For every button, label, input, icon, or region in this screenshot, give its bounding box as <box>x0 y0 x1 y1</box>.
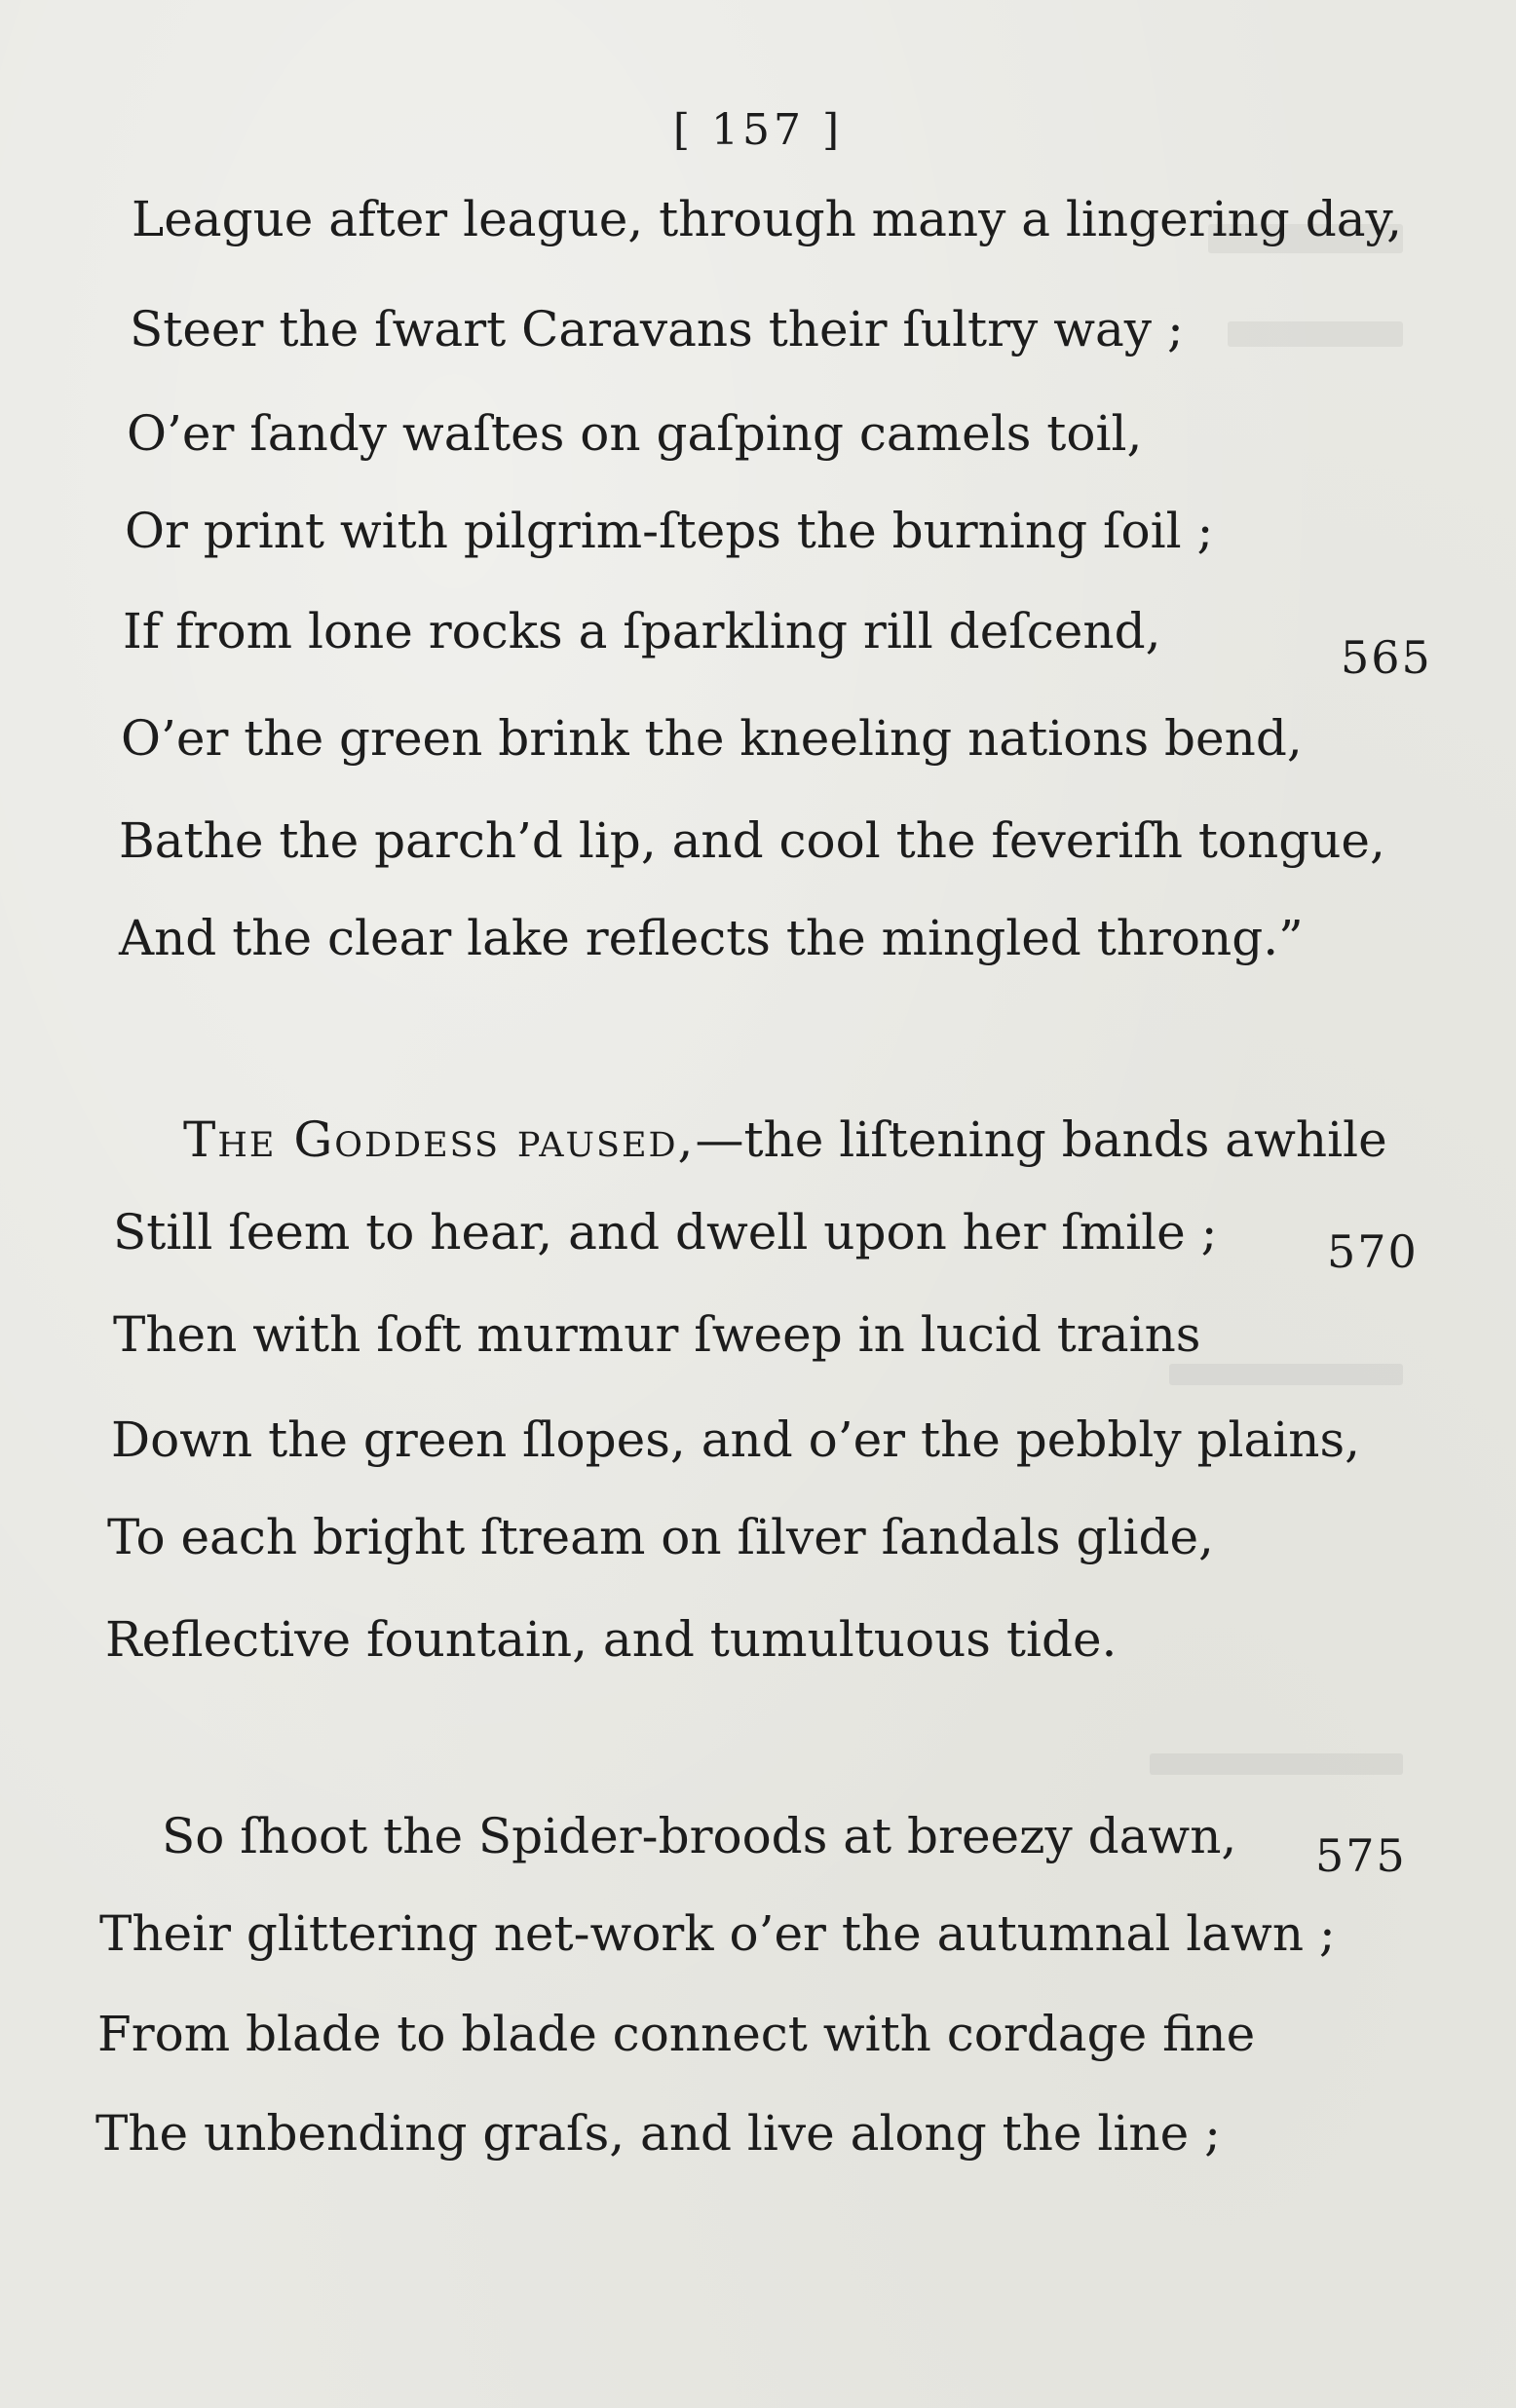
line-number: 570 <box>1327 1225 1419 1278</box>
verse-line: Or print with pilgrim-ſteps the burning ſoil ; <box>125 503 1214 559</box>
bleed-through-shadow <box>1169 1364 1403 1385</box>
verse-line: And the clear lake reflects the mingled throng.” <box>119 910 1304 966</box>
verse-line: To each bright ſtream on ſilver ſandals glide, <box>107 1509 1214 1565</box>
verse-line-rest: —the liſtening bands awhile <box>695 1111 1387 1168</box>
verse-line <box>183 1111 1387 1168</box>
verse-line: Bathe the parch’d lip, and cool the feveriſh tongue, <box>119 812 1385 869</box>
verse-line: Then with ſoft murmur ſweep in lucid trains <box>113 1306 1201 1363</box>
verse-line: O’er the green brink the kneeling nations bend, <box>121 710 1303 767</box>
verse-line: The unbending graſs, and live along the line ; <box>95 2105 1221 2162</box>
verse-line: Down the green ſlopes, and o’er the pebbly plains, <box>111 1411 1361 1468</box>
bleed-through-shadow <box>1228 321 1403 347</box>
verse-line: So ſhoot the Spider-broods at breezy dawn, <box>162 1808 1237 1864</box>
bleed-through-shadow <box>1150 1753 1403 1775</box>
speaker-smallcaps: The Goddess paused, <box>183 1111 696 1168</box>
verse-line: From blade to blade connect with cordage fine <box>97 2006 1256 2062</box>
verse-line: Steer the ſwart Caravans their ſultry way ; <box>130 301 1184 357</box>
line-number: 565 <box>1341 631 1432 684</box>
verse-line: O’er ſandy waſtes on gaſping camels toil, <box>127 405 1143 462</box>
verse-line: If from lone rocks a ſparkling rill deſcend, <box>123 603 1161 659</box>
verse-line: Reflective fountain, and tumultuous tide. <box>105 1611 1118 1668</box>
verse-line: Still ſeem to hear, and dwell upon her ſmile ; <box>113 1204 1218 1260</box>
verse-line: League after league, through many a lingering day, <box>132 191 1403 247</box>
verse-line: Their glittering net-work o’er the autumnal lawn ; <box>99 1905 1336 1962</box>
page-number: [ 157 ] <box>672 105 844 155</box>
line-number: 575 <box>1315 1829 1407 1882</box>
